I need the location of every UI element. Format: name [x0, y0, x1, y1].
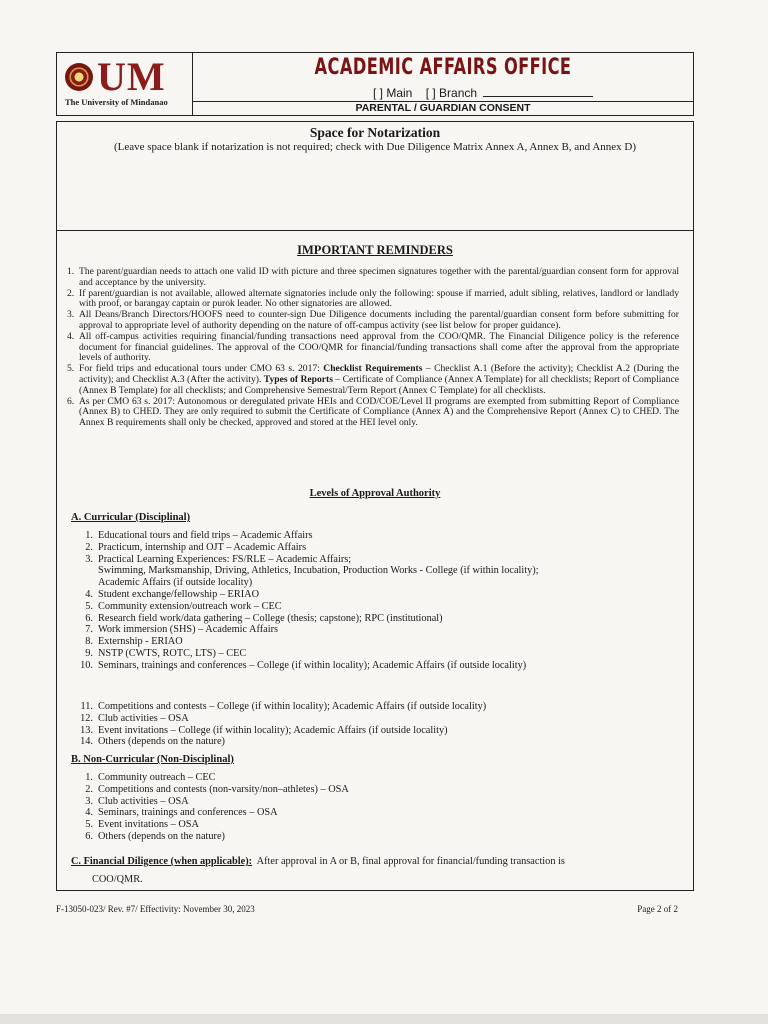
approval-item: 6. Research field work/data gathering – College (thesis; capstone); RPC (institutional): [85, 612, 443, 624]
curricular-list-b: [71, 701, 671, 748]
approval-item: 1. Educational tours and field trips – Academic Affairs: [85, 530, 313, 541]
reminder-item: 5. For field trips and educational tours under CMO 63 s. 2017: Checklist Requirements – Checklist A.1 (Before the activity); Checklist A.2 (During the activity); and Checklist A.3 (After the activity). Types of Reports – Certificate of Compliance (Annex A Template) for all checklists; Report of Compliance (Annex B Template) for all checklists; and Comprehensive Semestral/Term Report (Annex C Template) for all checklists.: [67, 363, 679, 396]
approval-item: Swimming, Marksmanship, Driving, Athletics, Incubation, Production Works - College (if within locality);: [98, 565, 539, 577]
approval-item: 3. Club activities – OSA: [85, 795, 189, 807]
approval-item: 7. Work immersion (SHS) – Academic Affairs: [85, 624, 279, 636]
notarization-title: Space for Notarization: [309, 125, 441, 140]
approval-item: 4. Seminars, trainings and conferences – OSA: [85, 807, 278, 819]
branch-name-field[interactable]: [483, 86, 593, 97]
page-number: Page 2 of 2: [637, 904, 678, 914]
reminders-list: [67, 267, 679, 429]
reminders-title: IMPORTANT REMINDERS: [297, 243, 453, 257]
financial-diligence: C. Financial Diligence (when applicable): After approval in A or B, final approval for financial/funding transaction is: [71, 856, 565, 867]
approval-item: 2. Competitions and contests (non-varsity/non–athletes) – OSA: [85, 783, 349, 795]
approval-item: 4. Student exchange/fellowship – ERIAO: [85, 588, 259, 600]
main-checkbox[interactable]: [ ] Main: [373, 86, 413, 100]
approval-item: 1. Community outreach – CEC: [85, 772, 216, 783]
levels-title: Levels of Approval Authority: [309, 488, 441, 499]
reminder-item: 1. The parent/guardian needs to attach one valid ID with picture and three specimen signatures together with the parental/guardian consent form for approval and acceptance by the university.: [67, 266, 679, 288]
branch-checkbox[interactable]: [ ] Branch: [425, 86, 478, 100]
campus-selector: [373, 86, 593, 100]
approval-item: Academic Affairs (if outside locality): [98, 577, 253, 589]
approval-item: 12. Club activities – OSA: [80, 712, 189, 724]
curricular-list-a: [71, 530, 671, 672]
reminder-item: 4. All off-campus activities requiring financial/funding transactions need approval from the COO/QMR. The Financial Diligence policy is the reference document for financial guidelines. The approval of the COO/QMR for financial/funding transactions shall come after the approval from the appropriate levels of authority.: [67, 331, 679, 364]
approval-item: 3. Practical Learning Experiences: FS/RLE – Academic Affairs;: [85, 553, 352, 565]
approval-item: 11. Competitions and contests – College (if within locality); Academic Affairs (if outside locality): [80, 701, 487, 712]
non-curricular-list: [71, 772, 671, 843]
approval-item: 10. Seminars, trainings and conferences – College (if within locality); Academic Affairs (if outside locality): [80, 659, 527, 671]
university-name: The University of Mindanao: [65, 97, 168, 107]
page-edge: [0, 1014, 768, 1024]
form-code: F-13050-023/ Rev. #7/ Effectivity: November 30, 2023: [56, 904, 255, 914]
curricular-heading: A. Curricular (Disciplinal): [71, 512, 191, 523]
notarization-space[interactable]: [57, 122, 693, 231]
financial-approver: COO/QMR.: [92, 874, 143, 885]
reminder-item: 3. All Deans/Branch Directors/HOOFS need to counter-sign Due Diligence documents including the parental/guardian consent form before submitting for approval to appropriate level of authority depending on the nature of off-campus activity (see list below for proper guidance).: [67, 309, 679, 331]
approval-item: 5. Community extension/outreach work – CEC: [85, 600, 282, 612]
university-seal-icon: [65, 63, 93, 91]
office-title: ACADEMIC AFFAIRS OFFICE: [314, 55, 572, 80]
approval-item: 5. Event invitations – OSA: [85, 819, 199, 831]
approval-item: 13. Event invitations – College (if within locality); Academic Affairs (if outside locality): [80, 724, 448, 736]
notarization-note: (Leave space blank if notarization is not required; check with Due Diligence Matrix Annex A, Annex B, and Annex D): [113, 141, 637, 153]
um-logo-text: UM: [97, 54, 166, 99]
header: [56, 52, 694, 116]
form-title: PARENTAL / GUARDIAN CONSENT: [193, 101, 693, 114]
approval-item: 9. NSTP (CWTS, ROTC, LTS) – CEC: [85, 647, 247, 659]
logo-block: [57, 53, 193, 115]
reminder-item: 6. As per CMO 63 s. 2017: Autonomous or deregulated private HEIs and COD/COE/Level II programs are exempted from submitting Report of Compliance (Annex B) to CHED. They are only required to submit the Certificate of Compliance (Annex A) and the Comprehensive Report (Annex C) to CHED. The Annex B requirements shall only be checked, approved and stored at the HEI level only.: [67, 395, 679, 428]
approval-item: 8. Externship - ERIAO: [85, 636, 183, 648]
approval-item: 2. Practicum, internship and OJT – Academic Affairs: [85, 541, 307, 553]
non-curricular-heading: B. Non-Curricular (Non-Disciplinal): [71, 754, 234, 765]
form-body: [56, 121, 694, 891]
approval-item: 6. Others (depends on the nature): [85, 830, 225, 842]
reminder-item: 2. If parent/guardian is not available, allowed alternate signatories include only the following: spouse if married, adult sibling, relatives, landlord or landlady with proof, or barangay captain or purok leader. No other signatories are allowed.: [67, 287, 679, 310]
approval-item: 14. Others (depends on the nature): [80, 736, 225, 748]
